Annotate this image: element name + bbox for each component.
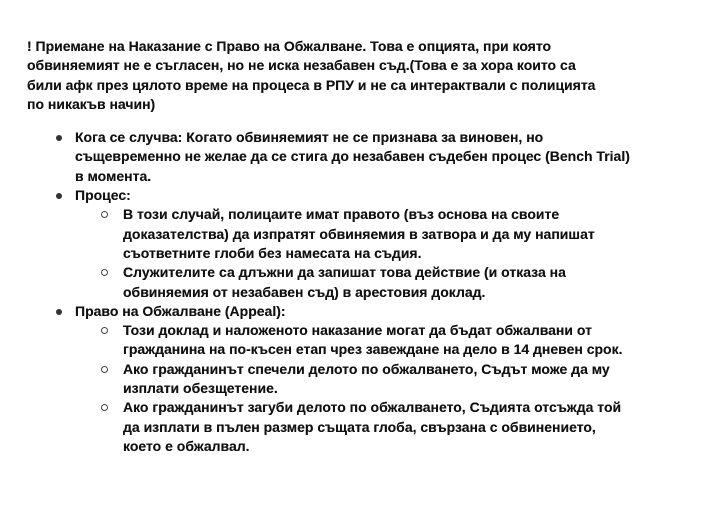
list-item-text: Кога се случва: Когато обвиняемият не се признава за виновен, но същевременно не желае да се стига до незабавен съдебен процес (Bench Trial) в момента. bbox=[75, 129, 630, 184]
list-item-text: Право на Обжалване (Appeal): bbox=[75, 302, 286, 319]
hollow-bullet-icon bbox=[101, 211, 108, 218]
filled-bullet-icon bbox=[56, 135, 62, 141]
sublist-item-text: Този доклад и наложеното наказание могат да бъдат обжалвани от гражданина на по-късен етап чрез завеждане на дело в 14 дневен срок. bbox=[123, 322, 623, 358]
sublist-item bbox=[75, 321, 623, 360]
sublist-item-text: В този случай, полицаите имат правото (въз основа на своите доказателства) да изпратят обвиняемия в затвора и да му напишат съответните глоби без намесата на съдия. bbox=[123, 206, 595, 261]
hollow-bullet-icon bbox=[101, 404, 108, 411]
appeal-sublist bbox=[75, 321, 635, 456]
hollow-bullet-icon bbox=[101, 366, 108, 373]
process-sublist bbox=[75, 205, 635, 301]
list-item-appeal bbox=[27, 302, 635, 456]
intro-paragraph: ! Приемане на Наказание с Право на Обжалване. Това е опцията, при която обвиняемият не е съгласен, но не иска незабавен съд.(Това е за хора които са били афк през цялото време на процеса в РПУ и не са интерактвали с полицията по никакъв начин) bbox=[27, 38, 596, 112]
sublist-item bbox=[75, 360, 623, 399]
list-item-text: Процес: bbox=[75, 187, 131, 204]
hollow-bullet-icon bbox=[101, 269, 108, 276]
list-item-process bbox=[27, 186, 635, 302]
filled-bullet-icon bbox=[56, 309, 62, 315]
document-body bbox=[27, 37, 697, 456]
sublist-item bbox=[75, 263, 623, 302]
sublist-item-text: Ако гражданинът загуби делото по обжалването, Съдията отсъжда той да изплати в пълен размер същата глоба, свързана с обвинението, което е обжалвал. bbox=[123, 399, 622, 454]
sublist-item-text: Ако гражданинът спечели делото по обжалването, Съдът може да му изплати обезщетение. bbox=[123, 360, 610, 397]
sublist-item bbox=[75, 205, 623, 263]
main-list bbox=[27, 128, 697, 456]
sublist-item bbox=[75, 398, 623, 456]
list-item-when bbox=[27, 128, 635, 186]
filled-bullet-icon bbox=[56, 193, 62, 199]
sublist-item-text: Служителите са длъжни да запишат това действие (и отказа на обвиняемия от незабавен съд) в арестовия доклад. bbox=[123, 264, 566, 300]
hollow-bullet-icon bbox=[101, 327, 108, 334]
